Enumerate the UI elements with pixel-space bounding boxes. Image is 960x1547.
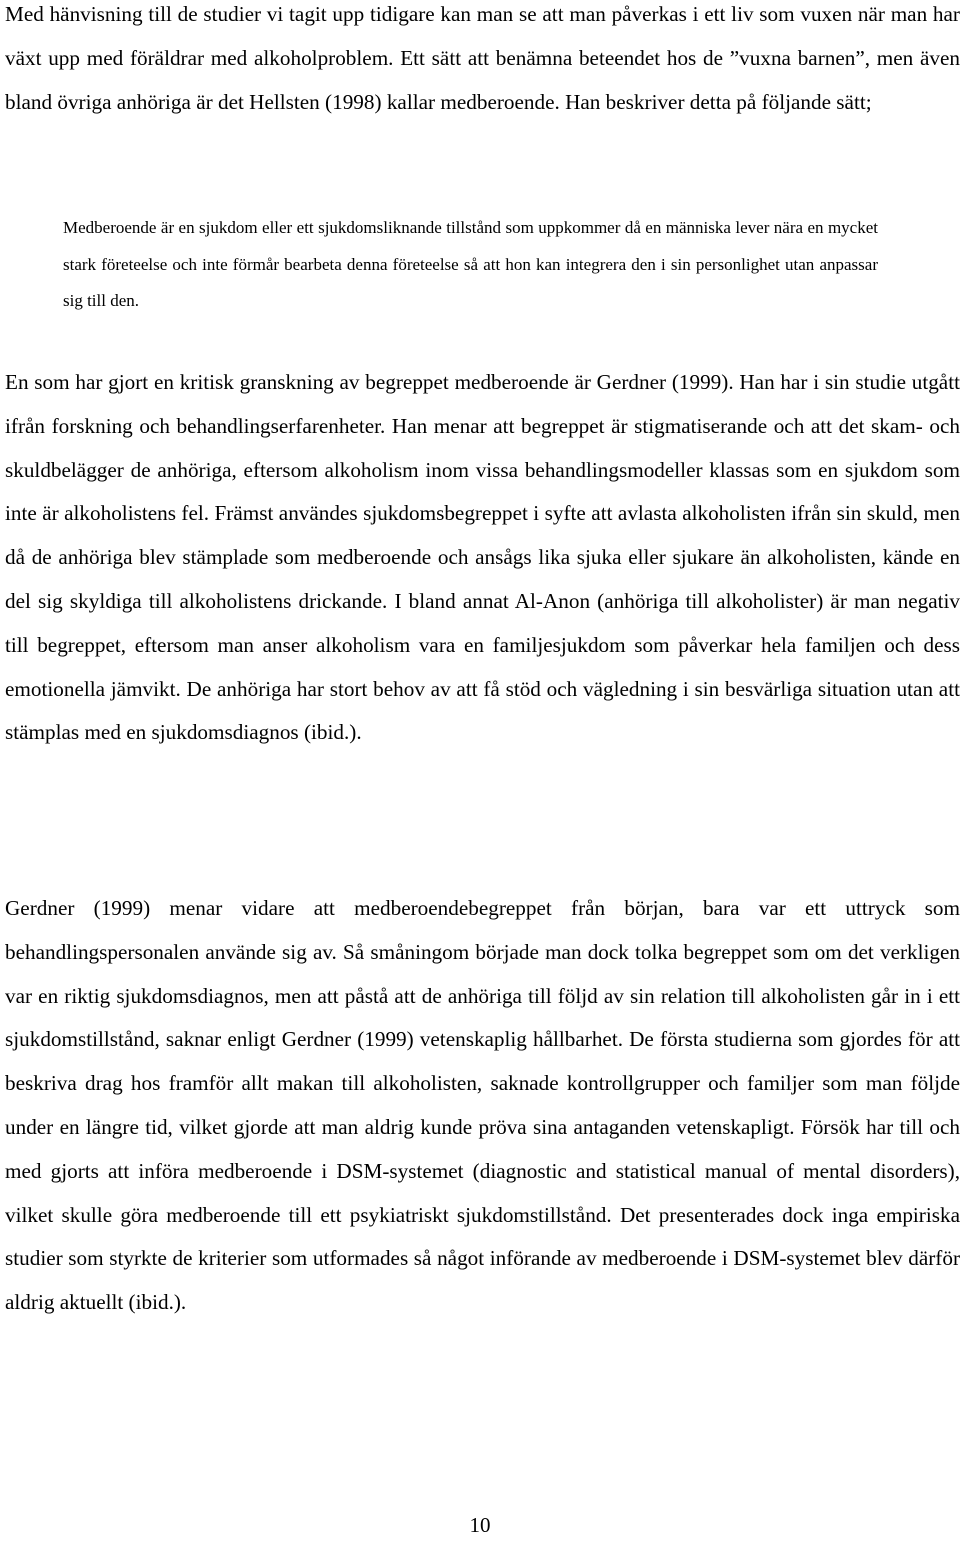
page-number: 10 [469,1513,491,1537]
body-paragraph: En som har gjort en kritisk granskning av begreppet medberoende är Gerdner (1999). Han har i sin studie utgått ifrån forskning och behandlingserfarenheter. Han menar att begreppet är stigmatiserande och att det skam- och skuldbelägger de anhöriga, eftersom alkoholism inom vissa behandlingsmodeller klassas som en sjukdom som inte är alkoholistens fel. Främst användes sjukdomsbegreppet i syfte att avlasta alkoholisten ifrån sin skuld, men då de anhöriga blev stämplade som medberoende och ansågs lika sjuka eller sjukare än alkoholisten, kände en del sig skyldiga till alkoholistens drickande. I bland annat Al-Anon (anhöriga till alkoholister) är man negativ till begreppet, eftersom man anser alkoholism vara en familjesjukdom som påverkar hela familjen och dess emotionella jämvikt. De anhöriga har stort behov av att få stöd och vägledning i sin besvärliga situation utan att stämplas med en sjukdomsdiagnos (ibid.). [5,370,960,745]
block-quote: Medberoende är en sjukdom eller ett sjukdomsliknande tillstånd som uppkommer då en människa lever nära en mycket stark företeelse och inte förmår bearbeta denna företeelse så att hon kan integrera den i sin personlighet utan anpassar sig till den. [63,218,878,310]
body-paragraph: Gerdner (1999) menar vidare att medberoendebegreppet från början, bara var ett uttryck som behandlingspersonalen använde sig av. Så småningom började man dock tolka begreppet som om det verkligen var en riktig sjukdomsdiagnos, men att påstå att de anhöriga till följd av sin relation till alkoholisten går in i ett sjukdomstillstånd, saknar enligt Gerdner (1999) vetenskaplig hållbarhet. De första studierna som gjordes för att beskriva drag hos framför allt makan till alkoholisten, saknade kontrollgrupper och familjer som man följde under en längre tid, vilket gjorde att man aldrig kunde pröva sina antaganden vetenskapligt. Försök har till och med gjorts att införa medberoende i DSM-systemet (diagnostic and statistical manual of mental disorders), vilket skulle göra medberoende till ett psykiatriskt sjukdomstillstånd. Det presenterades dock inga empiriska studier som styrkte de kriterier som utformades så något införande av medberoende i DSM-systemet blev därför aldrig aktuellt (ibid.). [5,896,960,1315]
body-paragraph: Med hänvisning till de studier vi tagit upp tidigare kan man se att man påverkas i ett liv som vuxen när man har växt upp med föräldrar med alkoholproblem. Ett sätt att benämna beteendet hos de ”vuxna barnen”, men även bland övriga anhöriga är det Hellsten (1998) kallar medberoende. Han beskriver detta på följande sätt; [5,2,960,114]
